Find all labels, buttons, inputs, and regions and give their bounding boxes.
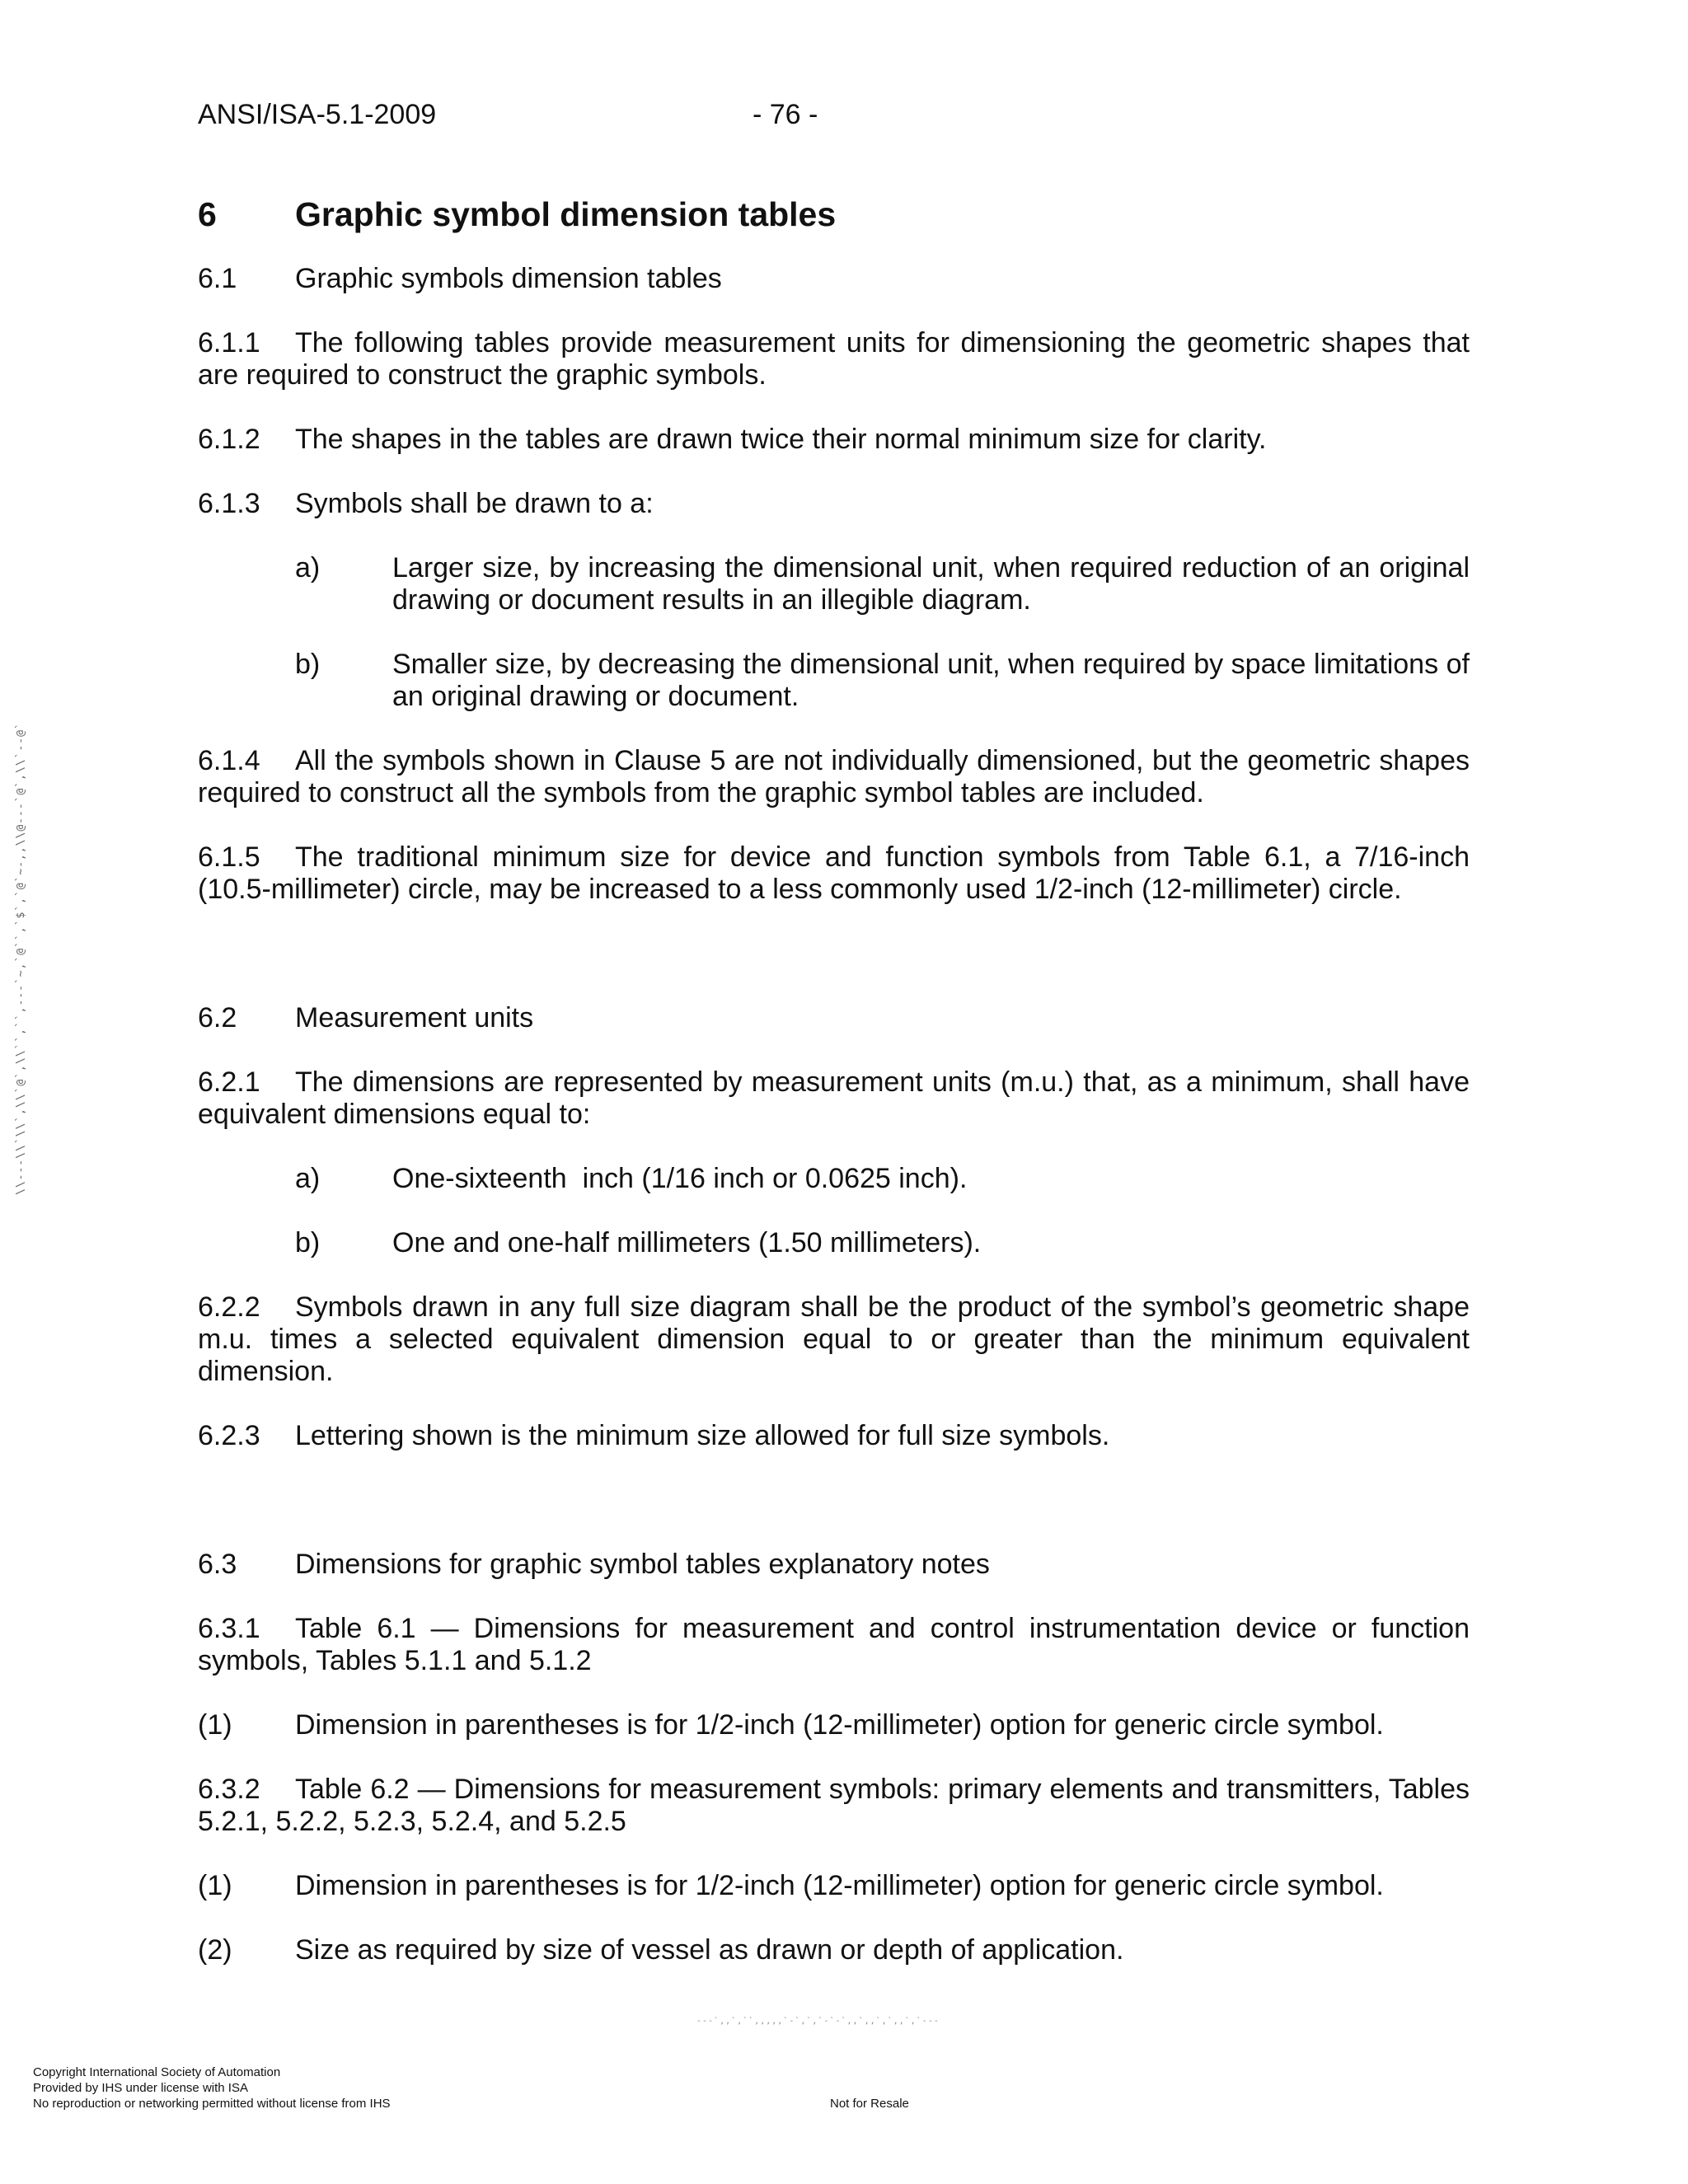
clause-paragraph bbox=[198, 1291, 1470, 1388]
section-title: Graphic symbol dimension tables bbox=[295, 195, 837, 233]
clause-text: The following tables provide measurement units for dimensioning the geometric shapes that are required to construct the graphic symbols. bbox=[198, 327, 1470, 391]
standard-id: ANSI/ISA-5.1-2009 bbox=[198, 99, 437, 130]
list-item-text: Larger size, by increasing the dimensional unit, when required reduction of an original drawing or document results in an illegible diagram. bbox=[392, 552, 1470, 616]
clause-paragraph bbox=[198, 841, 1470, 906]
list-item-label: b) bbox=[295, 649, 321, 680]
spacer bbox=[198, 1484, 1470, 1549]
clause-paragraph bbox=[198, 1774, 1470, 1838]
note-text: Dimension in parentheses is for 1/2-inch (12-millimeter) option for generic circle symbol. bbox=[295, 1709, 1384, 1741]
clause-paragraph bbox=[198, 1420, 1470, 1452]
footer-line: Provided by IHS under license with ISA bbox=[33, 2081, 248, 2095]
subsection-number: 6.2 bbox=[198, 1002, 237, 1033]
clause-text: The dimensions are represented by measurement units (m.u.) that, as a minimum, shall have equivalent dimensions equal to: bbox=[198, 1066, 1470, 1130]
note-label: (2) bbox=[198, 1934, 232, 1966]
note-text: Size as required by size of vessel as drawn or depth of application. bbox=[295, 1934, 1124, 1966]
clause-number: 6.2.2 bbox=[198, 1291, 260, 1323]
subsection-title: Graphic symbols dimension tables bbox=[295, 263, 722, 294]
subsection-heading bbox=[198, 1002, 1470, 1034]
note-text: Dimension in parentheses is for 1/2-inch (12-millimeter) option for generic circle symbol. bbox=[295, 1870, 1384, 1901]
section-number: 6 bbox=[198, 195, 217, 233]
table-note bbox=[198, 1709, 1470, 1741]
clause-text: Symbols shall be drawn to a: bbox=[295, 488, 654, 519]
clause-number: 6.1.5 bbox=[198, 841, 260, 873]
clause-text: All the symbols shown in Clause 5 are not individually dimensioned, but the geometric shapes required to construct all the symbols from the graphic symbol tables are included. bbox=[198, 745, 1470, 808]
subsection-heading bbox=[198, 263, 1470, 295]
list-item-label: a) bbox=[295, 1163, 321, 1194]
clause-number: 6.1.2 bbox=[198, 424, 260, 455]
table-note bbox=[198, 1870, 1470, 1902]
table-note bbox=[198, 1934, 1470, 1966]
clause-text: The traditional minimum size for device and function symbols from Table 6.1, a 7/16-inch (10.5-millimeter) circle, may be increased to a less commonly used 1/2-inch (12-millimeter) circle. bbox=[198, 841, 1470, 905]
page-header bbox=[198, 96, 1484, 133]
list-item bbox=[295, 1227, 1470, 1259]
list-item bbox=[295, 649, 1470, 713]
clause-number: 6.3.1 bbox=[198, 1613, 260, 1644]
note-label: (1) bbox=[198, 1709, 232, 1741]
clause-number: 6.2.3 bbox=[198, 1420, 260, 1451]
clause-text: The shapes in the tables are drawn twice their normal minimum size for clarity. bbox=[295, 424, 1267, 455]
subsection-title: Dimensions for graphic symbol tables explanatory notes bbox=[295, 1549, 990, 1580]
resale-notice: Not for Resale bbox=[830, 2097, 909, 2111]
footer-line: Copyright International Society of Automation bbox=[33, 2065, 281, 2079]
clause-paragraph bbox=[198, 1066, 1470, 1131]
clause-paragraph bbox=[198, 424, 1470, 456]
list-item-label: b) bbox=[295, 1227, 321, 1258]
clause-number: 6.1.1 bbox=[198, 327, 260, 359]
clause-paragraph bbox=[198, 488, 1470, 520]
subsection-number: 6.3 bbox=[198, 1549, 237, 1580]
subsection-title: Measurement units bbox=[295, 1002, 534, 1033]
clause-text: Table 6.2 — Dimensions for measurement symbols: primary elements and transmitters, Tables 5.2.1, 5.2.2, 5.2.3, 5.2.4, and 5.2.5 bbox=[198, 1774, 1470, 1837]
subsection-heading bbox=[198, 1549, 1470, 1581]
list-item-label: a) bbox=[295, 552, 321, 583]
clause-text: Table 6.1 — Dimensions for measurement and control instrumentation device or function symbols, Tables 5.1.1 and 5.1.2 bbox=[198, 1613, 1470, 1676]
clause-number: 6.2.1 bbox=[198, 1066, 260, 1098]
clause-text: Symbols drawn in any full size diagram shall be the product of the symbol’s geometric shape m.u. times a selected equivalent dimension equal to or greater than the minimum equivalent dimension. bbox=[198, 1291, 1470, 1387]
document-body bbox=[198, 194, 1470, 1999]
list-item-text: One-sixteenth inch (1/16 inch or 0.0625 inch). bbox=[392, 1163, 968, 1194]
spacer bbox=[198, 938, 1470, 1002]
bottom-watermark-stamp: ---`,,`,``,,,,,`-`,`,`-`-`,,`,,`,`,,`,`--- bbox=[696, 2017, 940, 2026]
footer-line: No reproduction or networking permitted without license from IHS bbox=[33, 2097, 391, 2111]
clause-text: Lettering shown is the minimum size allowed for full size symbols. bbox=[295, 1420, 1110, 1451]
clause-number: 6.1.4 bbox=[198, 745, 260, 776]
subsection-number: 6.1 bbox=[198, 263, 237, 294]
copyright-footer bbox=[33, 2064, 391, 2111]
clause-number: 6.1.3 bbox=[198, 488, 260, 519]
clause-number: 6.3.2 bbox=[198, 1774, 260, 1805]
list-item-text: One and one-half millimeters (1.50 millimeters). bbox=[392, 1227, 982, 1258]
list-item-text: Smaller size, by decreasing the dimensional unit, when required by space limitations of an original drawing or document. bbox=[392, 649, 1470, 712]
clause-paragraph bbox=[198, 327, 1470, 391]
section-heading bbox=[198, 194, 1470, 234]
list-item bbox=[295, 552, 1470, 616]
clause-paragraph bbox=[198, 745, 1470, 809]
list-item bbox=[295, 1163, 1470, 1195]
side-watermark-stamp: \\---\\`\\`,\\`@`,\\``,``,---`~,`@``,`$`,`@`~-,,\\@---`@`,\\`--@` bbox=[15, 722, 27, 1195]
page-number: - 76 - bbox=[753, 99, 818, 130]
note-label: (1) bbox=[198, 1870, 232, 1901]
clause-paragraph bbox=[198, 1613, 1470, 1677]
